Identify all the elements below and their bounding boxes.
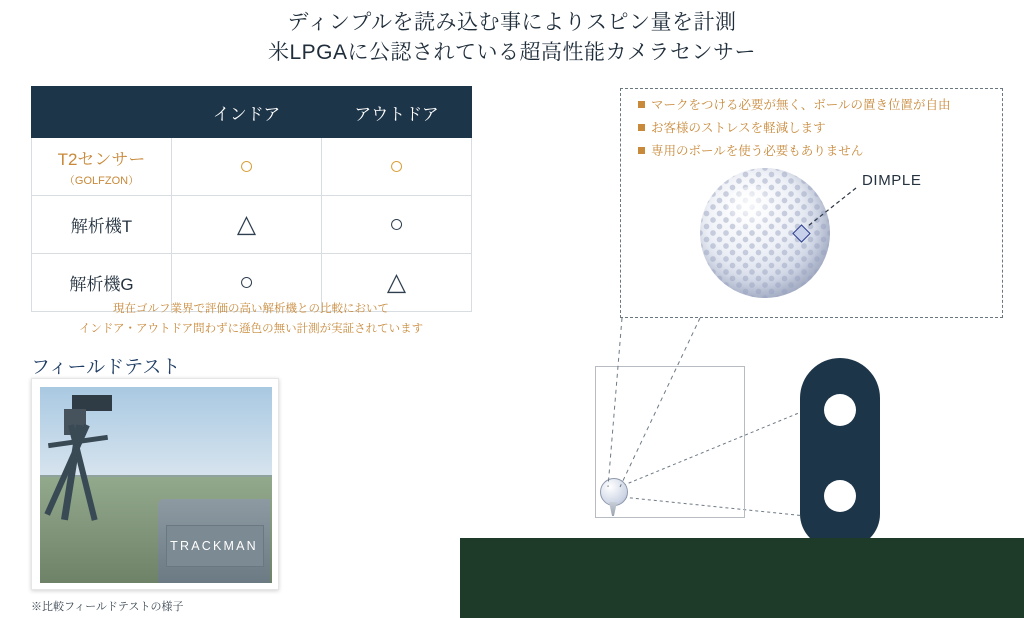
bullet-text: お客様のストレスを軽減します xyxy=(651,121,826,136)
row-label-t2sensor: T2センサー xyxy=(57,150,146,169)
row-label-analyzer-g: 解析機G xyxy=(69,275,134,294)
benefit-bullet-list xyxy=(638,94,998,163)
club-hole-bottom-icon xyxy=(824,480,856,512)
table-note xyxy=(31,300,471,339)
cell-t2-outdoor xyxy=(322,138,472,196)
club-head-illustration xyxy=(800,358,880,548)
bullet-square-icon xyxy=(638,124,645,131)
row-label-cell xyxy=(32,138,172,196)
dimple-leader-line xyxy=(806,186,858,228)
field-test-photo xyxy=(40,387,272,583)
dimple-label: DIMPLE xyxy=(862,172,922,189)
table-row xyxy=(32,138,472,196)
table-header-blank xyxy=(32,87,172,138)
table-header-outdoor: アウトドア xyxy=(322,87,472,138)
list-item xyxy=(638,117,998,140)
bullet-text: マークをつける必要が無く、ボールの置き位置が自由 xyxy=(651,98,951,112)
page-title xyxy=(0,8,1024,69)
capture-scene xyxy=(460,330,1024,618)
row-label-cell xyxy=(32,196,172,254)
table-note-line-2: インドア・アウトドア問わずに遜色の無い計測が実証されています xyxy=(78,322,424,335)
bullet-square-icon xyxy=(638,101,645,108)
photo-camera-rig xyxy=(46,395,150,535)
table-row xyxy=(32,196,472,254)
turf-strip xyxy=(460,538,1024,618)
bullet-text: 専用のボールを使う必要もありません xyxy=(651,144,864,159)
mark-circle-icon: ○ xyxy=(238,268,255,296)
mark-circle-icon: ○ xyxy=(388,152,405,180)
mark-triangle-icon: △ xyxy=(386,268,407,296)
list-item xyxy=(638,140,998,163)
bullet-square-icon xyxy=(638,147,645,154)
photo-trackman-label: TRACKMAN xyxy=(170,539,258,553)
title-line-1: ディンプルを読み込む事によりスピン量を計測 xyxy=(287,11,737,34)
mark-triangle-icon: △ xyxy=(236,210,257,238)
mark-circle-icon: ○ xyxy=(388,210,405,238)
comparison-table xyxy=(31,86,471,312)
mark-circle-icon: ○ xyxy=(238,152,255,180)
field-test-caption: ※比較フィールドテストの様子 xyxy=(31,601,184,613)
club-hole-top-icon xyxy=(824,394,856,426)
field-test-heading: フィールドテスト xyxy=(31,357,181,378)
table-header-indoor: インドア xyxy=(172,87,322,138)
cell-t-indoor xyxy=(172,196,322,254)
row-label-analyzer-t: 解析機T xyxy=(70,217,133,236)
cell-t2-indoor xyxy=(172,138,322,196)
table-note-line-1: 現在ゴルフ業界で評価の高い解析機との比較において xyxy=(113,303,389,315)
title-line-2: 米LPGAに公認されている超高性能カメラセンサー xyxy=(267,41,757,65)
list-item xyxy=(638,94,998,117)
field-test-photo-card xyxy=(31,378,279,590)
cell-t-outdoor xyxy=(322,196,472,254)
table-header-row xyxy=(32,87,472,138)
row-sublabel-golfzon: （GOLFZON） xyxy=(63,175,140,187)
golf-ball-on-tee xyxy=(600,478,628,506)
